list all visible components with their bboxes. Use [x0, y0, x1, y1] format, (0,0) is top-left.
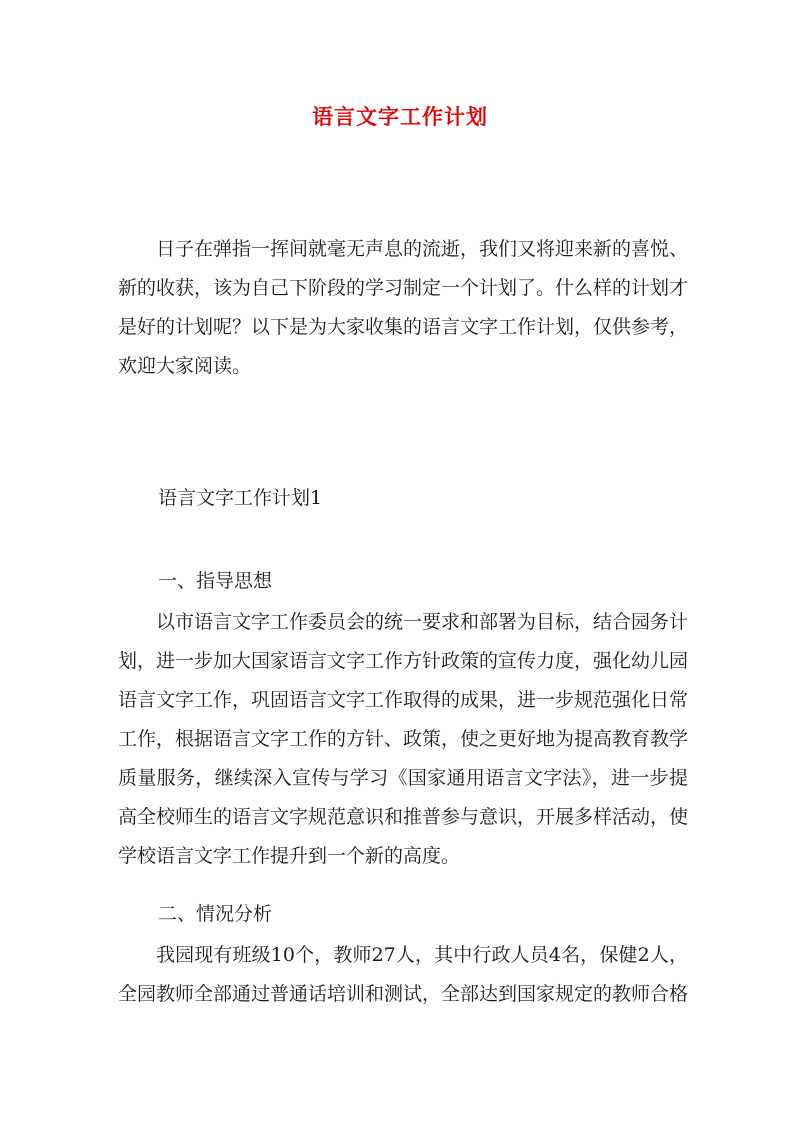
document-title: 语言文字工作计划 [312, 104, 488, 129]
plan-subtitle: 语言文字工作计划1 [158, 487, 323, 509]
section-body-guiding-ideology: 以市语言文字工作委员会的统一要求和部署为目标，结合园务计划，进一步加大国家语言文字工作方针政策的宣传力度，强化幼儿园语言文字工作，巩固语言文字工作取得的成果，进一步规范强化日常工作，根据语言文字工作的方针、政策，使之更好地为提高教育教学质量服务，继续深入宣传与学习《国家通用语言文字法》，进一步提高全校师生的语言文字规范意识和推普参与意识，开展多样活动，使学校语言文字工作提升到一个新的高度。 [118, 611, 689, 867]
section-heading-guiding-ideology: 一、指导思想 [158, 570, 273, 592]
intro-paragraph: 日子在弹指一挥间就毫无声息的流逝，我们又将迎来新的喜悦、新的收获，该为自己下阶段的学习制定一个计划了。什么样的计划才是好的计划呢？以下是为大家收集的语言文字工作计划，仅供参考，欢迎大家阅读。 [118, 238, 689, 377]
section-heading-situation-analysis: 二、情况分析 [158, 903, 273, 925]
section-body-situation-analysis: 我园现有班级10个，教师27人，其中行政人员4名，保健2人，全园教师全部通过普通话培训和测试，全部达到国家规定的教师合格 [118, 944, 689, 1005]
